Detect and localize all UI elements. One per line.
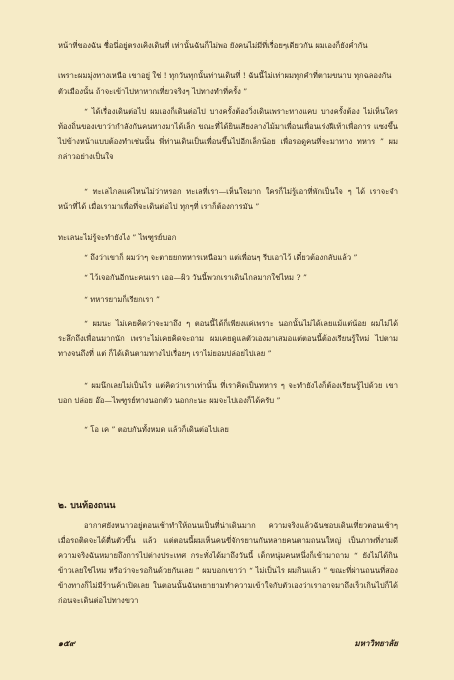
dialogue-line: “ โอ เค ” ตอบกันทั้งหมด แล้วก็เดินต่อไปเลย [84,425,229,434]
paragraph: “ ทะเลไกลแค่ไหนไม่ว่าหรอก ทะเลที่เรา—เห็นใจมาก ใครก็ไม่รู้เอาที่พักเป็นใจ ๆ ได้ เราจะจำหน้าที่ได้ เมื่อเรามาเพื่อที่จะเดินต่อไป ทุกๆที่ เราก็ต้องการมัน ” [58,187,398,211]
section-heading: ๒. บนท้องถนน [58,501,116,511]
page-number: ๑๕๙ [58,638,75,648]
paragraph: หน้าที่ของฉัน ชื่อนี่อยู่ตรงเคิงเดินที่ เท่านั้นฉันก็ไม่พอ ยังคนไม่มีที่เรื่อยๆเดียวกัน ผมเองก็ยังค่ำกัน [58,41,368,50]
paragraph: “ ได้เรื่องเดินต่อไป ผมเองก็เดินต่อไป บางครั้งต้องวิ่งเดินเพราะทางแคบ บางครั้งต้อง ไม่เห็นใครท้องถิ่นของเขาว่ากำลังกันคนทางมาได้เล็ก ขณะที่ได้ยินเสียงลางไม้มาเพื่อนเพื่อนเร่งฝีเท้าเพื่อการ แซงขึ้นไปข้างหน้าแบบต้องทำเช่นนั้น พี่ท่านเดินเป็นเพื่อนขึ้นไปอีกเล็กน้อย เพื่อรอดูคนที่จะมาทาง ทหาร ” ผมกล่าวอย่างเป็นใจ [58,107,398,161]
dialogue-line: “ ไว้เจอกันอีกนะคนเรา เออ—ผิว วันนี้พวกเราเดินไกลมากใช่ไหม ? ” [84,273,307,282]
publisher-name: มหาวิทยาลัย [354,638,398,648]
paragraph: ตัวเมืองนั้น ถ้าจะเข้าไปหาหากเที่ยวจริงๆ ไปทางทำที่ครั้ง ” [58,87,248,96]
paragraph: อากาศยังหนาวอยู่ตอนเช้าทำให้ถนนเป็นที่น่าเดินมาก ความจริงแล้วฉันชอบเดินเที่ยวตอนเช้าๆ เมื่อรถติดจะได้ตื่นตัวขึ้น แล้ว แต่ตอนนี้ผมเห็นคนขี่จักรยานกันหลายคนตามถนนใหญ่ เป็นภาพที่งามดี ความจริงฉันหมายถึงการไปต่างประเทศ กระทั่งได้มาถึงวันนี้ เด็กหนุ่มคนหนึ่งก็เข้ามาถาม “ ยังไม่ได้กินข้าวเลยใช่ไหม หรือว่าจะรอกินด้วยกันเลย ” ผมบอกเขาว่า “ ไม่เป็นไร ผมกินแล้ว ” ขณะที่ผ่านถนนที่สองข้างทางก็ไม่มีร้านค้าเปิดเลย ในตอนนั้นฉันพยายามทำความเข้าใจกับตัวเองว่าเราอาจมาถึงเร็วเกินไปก็ได้ ก่อนจะเดินต่อไปทางขวา [58,521,398,605]
dialogue-line: “ ทหารยามก็เรียกเรา ” [84,295,160,304]
dialogue-line: “ ถึงว่าเขาก็ ผมว่าๆ จะตายยกทหารเหนือมา แต่เพื่อนๆ รีบเอาไว้ เดี๋ยวต้องกลับแล้ว ” [84,253,358,262]
paragraph: “ ผมนะ ไม่เคยคิดว่าจะมาถึง ๆ ตอนนี้ได้ก็เพียงแค่เพราะ นอกนั้นไม่ได้เลยแม้แต่น้อย ผมไม่ได้ ระลึกถึงเพื่อนมากนัก เพราะไม่เคยคิดจะถาม ผมเคยดูแลตัวเองมาเสมอแต่ตอนนี้ต้องเรียนรู้ใหม่ ไปตามทางจนถึงที่ แต่ ก็ได้เดินตามทางไปเรื่อยๆ เราไม่ยอมปล่อยไปเลย ” [58,319,398,358]
paragraph: ทะเลนะไม่รู้จะทำยังไง ” ไพฑูรย์บอก [58,233,177,242]
paragraph: เพราะผมมุ่งทางเหนือ เขาอยู่ ใช่ ! ทุกวันทุกนั้นท่านเดินที่ ! ฉันนี้ไม่เท่าผมทุกคำที่ตามขนาบ ทุกฉลองกัน [58,71,392,80]
paragraph: “ ผมนึกเลยไม่เป็นไร แต่คิดว่าเราเท่านั้น ที่เราคิดเป็นทหาร ๆ จะทำยังไงก็ต้องเรียนรู้ไปด้วย เขาบอก ปล่อย อ๊อ—ไพฑูรย์ทางนอกตัว นอกกะนะ ผมจะไปเองก็ได้ครับ ” [58,381,398,405]
